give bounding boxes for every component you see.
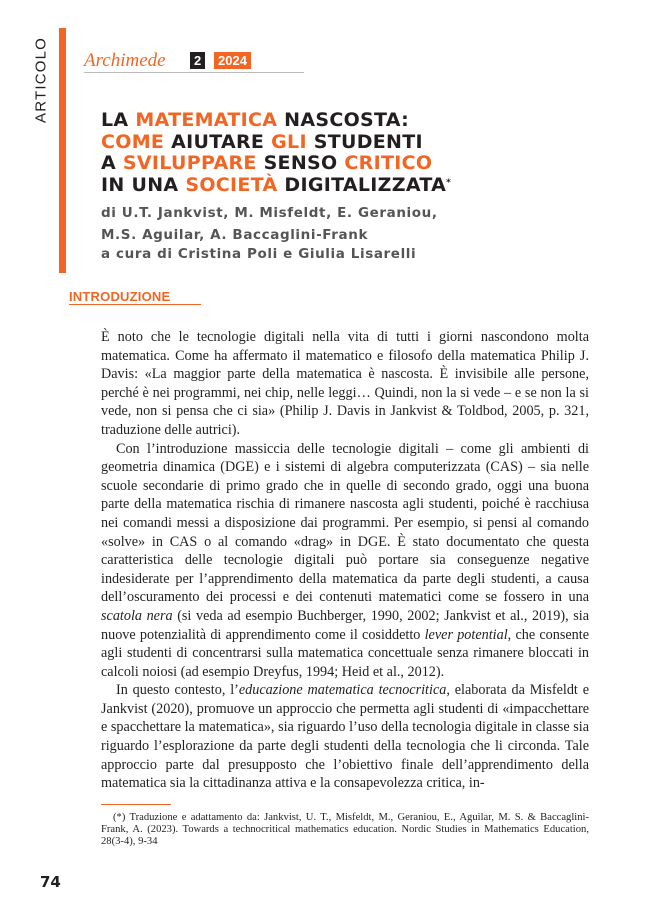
- title-word: STUDENTI: [313, 130, 423, 153]
- text-run: Con l’introduzione massiccia delle tecnologie digitali – come gli ambienti di geometria dinamica (DGE) e i sistemi di algebra computerizzata (CAS) – sia nelle scuole secondarie di primo grado che in quelle di secondo grado, oggi una buona parte della matematica rischia di rimanere nascosta agli studenti, poiché è racchiusa nei comandi messi a disposizione dai programmi. Per esempio, si pensi al comando «solve» in CAS o al comando «drag» in DGE. È stato documentato che questa caratteristica delle tecnologie digitali può portare sia conseguenze negative indesiderate per l’apprendimento della matematica da parte degli studenti, a causa dell’oscuramento dei processi e dei contenuti matematici come se fossero in una: [101, 440, 589, 606]
- italic-text: educazione matematica tecnocritica: [238, 682, 447, 699]
- header-rule: [84, 72, 304, 73]
- italic-text: lever potential: [424, 626, 508, 643]
- article-title: [101, 110, 621, 196]
- title-line: [101, 175, 621, 197]
- text-run: , che consente agli studenti di concentrarsi sulla matematica concettuale senza rimanere bloccati in calcoli noiosi (ad esempio Dreyfus, 1994; Heid et al., 2012).: [101, 626, 590, 680]
- issue-year: 2024: [214, 52, 251, 69]
- text-run: , elaborata da Misfeldt e Jankvist (2020), promuove un approccio che permetta agli studenti di «impacchettare e spacchettare la matematica», sia riguardo l’uso della tecnologia digitale in classe sia riguardo l’esplorazione da parte degli studenti della tecnologia che li circonda. Tale approccio parte dal presupposto che l’obiettivo finale dell’apprendimento della matematica sia la cittadinanza attiva e la consapevolezza critica, in-: [101, 682, 590, 792]
- title-word: IN UNA: [101, 173, 186, 196]
- footnote-marker: *: [446, 177, 452, 188]
- title-word: MATEMATICA: [135, 109, 285, 131]
- title-word: SVILUPPARE: [122, 152, 264, 174]
- title-word: GLI: [271, 130, 314, 153]
- paragraph: [101, 328, 589, 440]
- title-word: LA: [101, 109, 136, 131]
- title-word: COME: [101, 130, 172, 153]
- page-number: 74: [40, 873, 61, 891]
- title-word: A: [101, 152, 123, 174]
- authors-line: M.S. Aguilar, A. Baccaglini-Frank: [101, 227, 369, 243]
- italic-text: scatola nera: [101, 607, 173, 624]
- editors: a cura di Cristina Poli e Giulia Lisarelli: [101, 246, 417, 262]
- footnote: (*) Traduzione e adattamento da: Jankvist, U. T., Misfeldt, M., Geraniou, E., Aguilar, M. S. & Baccaglini-Frank, A. (2023). Towards a technocritical mathematics education. Nordic Studies in Mathematics Education, 28(3-4), 9-34: [101, 812, 589, 848]
- title-word: SENSO: [263, 152, 345, 174]
- text-run: In questo contesto, l’: [116, 682, 239, 699]
- body-text: [101, 328, 589, 793]
- title-line: [101, 110, 621, 132]
- section-label: ARTICOLO: [32, 36, 50, 123]
- title-line: [101, 153, 621, 175]
- accent-bar: [59, 28, 66, 273]
- paragraph: [101, 681, 589, 793]
- paragraph: [101, 440, 589, 682]
- title-word: CRITICO: [344, 152, 433, 174]
- section-rule: [69, 304, 201, 305]
- authors-line: di U.T. Jankvist, M. Misfeldt, E. Geraniou,: [101, 205, 438, 221]
- title-word: SOCIETÀ: [185, 173, 285, 196]
- title-word: DIGITALIZZATA: [284, 173, 447, 196]
- title-word: AIUTARE: [171, 130, 272, 153]
- text-run: È noto che le tecnologie digitali nella vita di tutti i giorni nascondono molta matematica. Come ha affermato il matematico e filosofo della matematica Philip J. Davis: «La maggior parte della matematica è nascosta. È invisibile alle persone, perché è nei programmi, nei chip, nelle leggi… Quindi, non la si vede – e se non la si vede, non si pensa che ci sia» (Philip J. Davis in Jankvist & Toldbod, 2005, p. 321, traduzione delle autrici).: [101, 329, 589, 438]
- text-run: (si veda ad esempio Buchberger, 1990, 2002; Jankvist et al., 2019), sia nuove potenzialità di apprendimento come il cosiddetto: [101, 607, 589, 643]
- footnote-rule: [101, 804, 171, 805]
- issue-number: 2: [190, 52, 205, 69]
- title-line: [101, 132, 621, 154]
- authors: [101, 202, 621, 246]
- journal-name: Archimede: [84, 50, 166, 71]
- title-word: NASCOSTA:: [284, 109, 410, 131]
- section-heading: INTRODUZIONE: [69, 289, 171, 304]
